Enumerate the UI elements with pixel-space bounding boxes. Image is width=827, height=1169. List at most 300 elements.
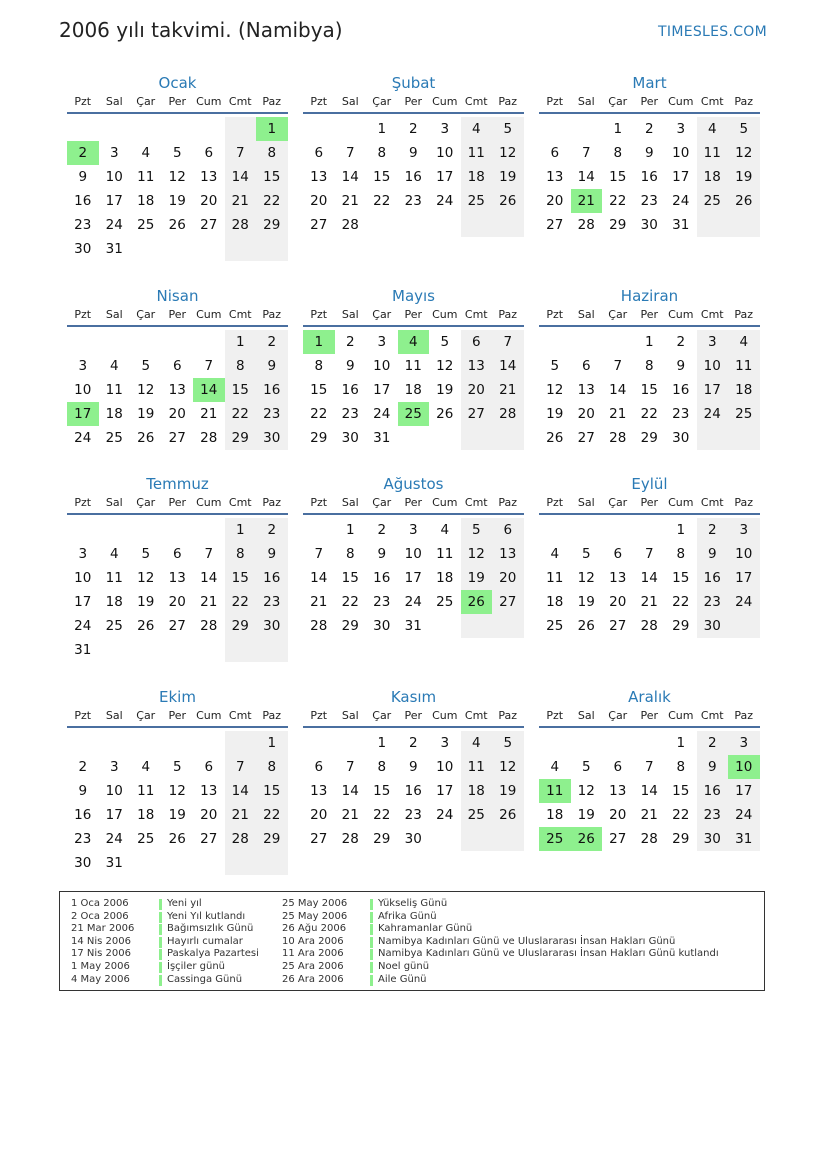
holiday-name: Kahramanlar Günü bbox=[378, 923, 473, 935]
day-cell: 28 bbox=[200, 618, 218, 634]
day-cell: 13 bbox=[609, 783, 627, 799]
day-cell: 3 bbox=[408, 522, 418, 538]
day-cell: 3 bbox=[728, 731, 760, 755]
weekday-label: Per bbox=[404, 709, 423, 722]
day-cell: 4 bbox=[728, 330, 760, 354]
day-cell: 30 bbox=[256, 426, 288, 450]
empty-cell bbox=[130, 117, 162, 141]
day-cell: 18 bbox=[697, 165, 729, 189]
month-name: Kasım bbox=[390, 688, 437, 706]
day-cell: 15 bbox=[373, 169, 391, 185]
day-cell: 12 bbox=[546, 382, 564, 398]
day-cell: 10 bbox=[105, 169, 123, 185]
day-cell: 30 bbox=[672, 430, 690, 446]
weekday-header bbox=[539, 495, 760, 515]
weekday-label: Per bbox=[640, 308, 659, 321]
weekday-label: Cmt bbox=[464, 308, 488, 321]
day-cell: 17 bbox=[436, 169, 454, 185]
empty-cell bbox=[571, 518, 603, 542]
day-cell: 2 bbox=[697, 731, 729, 755]
day-cell: 24 bbox=[436, 807, 454, 823]
day-cell: 11 bbox=[137, 783, 155, 799]
day-cell: 6 bbox=[492, 518, 524, 542]
day-cell: 11 bbox=[697, 141, 729, 165]
day-cell: 2 bbox=[67, 141, 99, 165]
holiday-marker bbox=[159, 962, 162, 973]
holiday-marker bbox=[370, 937, 373, 948]
day-cell: 15 bbox=[609, 169, 627, 185]
weekday-label: Çar bbox=[372, 95, 392, 108]
day-cell: 29 bbox=[310, 430, 328, 446]
day-cell: 30 bbox=[373, 618, 391, 634]
day-grid bbox=[303, 518, 524, 638]
day-cell: 3 bbox=[440, 735, 450, 751]
day-cell: 2 bbox=[256, 330, 288, 354]
day-cell: 27 bbox=[609, 831, 627, 847]
weekday-label: Pzt bbox=[546, 709, 564, 722]
day-cell: 24 bbox=[697, 402, 729, 426]
day-cell: 3 bbox=[78, 358, 88, 374]
month-name: Eylül bbox=[631, 475, 668, 493]
day-cell: 12 bbox=[461, 542, 493, 566]
day-cell: 4 bbox=[461, 117, 493, 141]
holiday-name: Yükseliş Günü bbox=[378, 898, 448, 909]
day-cell: 28 bbox=[310, 618, 328, 634]
day-cell: 21 bbox=[310, 594, 328, 610]
day-cell: 5 bbox=[492, 117, 524, 141]
day-cell: 27 bbox=[492, 590, 524, 614]
day-grid bbox=[67, 518, 288, 662]
weekday-label: Cum bbox=[668, 709, 694, 722]
empty-cell bbox=[67, 731, 99, 755]
weekday-label: Paz bbox=[734, 496, 754, 509]
day-cell: 9 bbox=[697, 755, 729, 779]
day-grid bbox=[539, 330, 760, 450]
day-cell: 26 bbox=[728, 189, 760, 213]
empty-cell bbox=[225, 731, 257, 755]
empty-cell bbox=[728, 213, 760, 237]
day-cell: 22 bbox=[256, 803, 288, 827]
day-cell: 9 bbox=[78, 783, 88, 799]
weekday-label: Cmt bbox=[700, 496, 724, 509]
weekday-label: Paz bbox=[262, 496, 282, 509]
day-cell: 9 bbox=[377, 546, 387, 562]
weekday-label: Paz bbox=[498, 308, 518, 321]
day-cell: 8 bbox=[676, 759, 686, 775]
weekday-label: Paz bbox=[498, 709, 518, 722]
weekday-label: Pzt bbox=[310, 308, 328, 321]
day-cell: 18 bbox=[105, 594, 123, 610]
weekday-header bbox=[67, 307, 288, 327]
day-cell: 19 bbox=[137, 406, 155, 422]
day-cell: 28 bbox=[200, 430, 218, 446]
day-cell: 10 bbox=[728, 755, 760, 779]
weekday-label: Paz bbox=[734, 709, 754, 722]
empty-cell bbox=[225, 851, 257, 875]
day-cell: 21 bbox=[341, 193, 359, 209]
day-cell: 27 bbox=[310, 217, 328, 233]
day-cell: 28 bbox=[640, 831, 658, 847]
day-cell: 6 bbox=[613, 546, 623, 562]
holiday-marker bbox=[370, 949, 373, 960]
weekday-label: Paz bbox=[734, 95, 754, 108]
day-cell: 14 bbox=[225, 779, 257, 803]
day-cell: 31 bbox=[728, 827, 760, 851]
empty-cell bbox=[130, 731, 162, 755]
empty-cell bbox=[492, 614, 524, 638]
day-cell: 28 bbox=[577, 217, 595, 233]
day-cell: 23 bbox=[74, 217, 92, 233]
day-cell: 4 bbox=[141, 759, 151, 775]
day-cell: 17 bbox=[728, 779, 760, 803]
day-cell: 22 bbox=[373, 193, 391, 209]
day-cell: 25 bbox=[137, 831, 155, 847]
weekday-label: Sal bbox=[341, 496, 359, 509]
empty-cell bbox=[697, 213, 729, 237]
holiday-marker bbox=[370, 962, 373, 973]
day-cell: 20 bbox=[310, 807, 328, 823]
day-cell: 24 bbox=[74, 430, 92, 446]
weekday-label: Pzt bbox=[310, 95, 328, 108]
day-cell: 3 bbox=[78, 546, 88, 562]
day-cell: 8 bbox=[225, 542, 257, 566]
holiday-date: 4 May 2006 bbox=[71, 973, 130, 985]
day-cell: 26 bbox=[168, 217, 186, 233]
day-cell: 26 bbox=[492, 803, 524, 827]
day-cell: 31 bbox=[74, 642, 92, 658]
day-cell: 10 bbox=[436, 145, 454, 161]
holiday-name: Yeni Yıl kutlandı bbox=[167, 910, 246, 922]
weekday-label: Cum bbox=[668, 95, 694, 108]
day-cell: 28 bbox=[640, 618, 658, 634]
empty-cell bbox=[193, 518, 225, 542]
day-cell: 25 bbox=[436, 594, 454, 610]
weekday-label: Per bbox=[404, 308, 423, 321]
weekday-label: Sal bbox=[341, 95, 359, 108]
day-cell: 21 bbox=[225, 803, 257, 827]
day-cell: 6 bbox=[613, 759, 623, 775]
weekday-label: Paz bbox=[262, 709, 282, 722]
weekday-label: Çar bbox=[372, 308, 392, 321]
day-cell: 28 bbox=[341, 831, 359, 847]
day-cell: 21 bbox=[200, 594, 218, 610]
day-cell: 23 bbox=[256, 590, 288, 614]
day-cell: 6 bbox=[172, 358, 182, 374]
holiday-date: 25 May 2006 bbox=[282, 910, 348, 922]
day-cell: 6 bbox=[204, 759, 214, 775]
day-cell: 17 bbox=[105, 193, 123, 209]
day-cell: 26 bbox=[168, 831, 186, 847]
weekday-label: Cum bbox=[196, 308, 222, 321]
month-block bbox=[303, 473, 524, 638]
day-cell: 2 bbox=[377, 522, 387, 538]
empty-cell bbox=[398, 426, 430, 450]
day-cell: 23 bbox=[256, 402, 288, 426]
day-grid bbox=[539, 117, 760, 237]
day-cell: 20 bbox=[609, 594, 627, 610]
empty-cell bbox=[461, 426, 493, 450]
day-cell: 26 bbox=[137, 618, 155, 634]
day-cell: 26 bbox=[137, 430, 155, 446]
day-cell: 18 bbox=[436, 570, 454, 586]
holiday-marker bbox=[159, 912, 162, 923]
empty-cell bbox=[99, 638, 131, 662]
day-cell: 13 bbox=[461, 354, 493, 378]
holiday-name: Hayırlı cumalar bbox=[167, 935, 243, 947]
day-cell: 7 bbox=[644, 759, 654, 775]
holiday-name: Afrika Günü bbox=[378, 910, 437, 922]
day-cell: 4 bbox=[697, 117, 729, 141]
day-cell: 7 bbox=[314, 546, 324, 562]
day-cell: 16 bbox=[404, 783, 422, 799]
day-cell: 10 bbox=[728, 542, 760, 566]
day-cell: 25 bbox=[461, 803, 493, 827]
day-cell: 13 bbox=[310, 783, 328, 799]
holiday-date: 26 Ara 2006 bbox=[282, 973, 344, 985]
day-cell: 4 bbox=[550, 546, 560, 562]
holiday-date: 25 Ara 2006 bbox=[282, 961, 344, 972]
holiday-date: 25 May 2006 bbox=[282, 898, 348, 909]
day-cell: 1 bbox=[613, 121, 623, 137]
day-cell: 31 bbox=[672, 217, 690, 233]
day-cell: 15 bbox=[373, 783, 391, 799]
weekday-label: Pzt bbox=[546, 308, 564, 321]
empty-cell bbox=[130, 330, 162, 354]
day-cell: 11 bbox=[539, 779, 571, 803]
day-cell: 5 bbox=[141, 358, 151, 374]
day-cell: 21 bbox=[571, 189, 603, 213]
day-cell: 16 bbox=[74, 193, 92, 209]
day-cell: 28 bbox=[492, 402, 524, 426]
empty-cell bbox=[67, 518, 99, 542]
day-cell: 10 bbox=[74, 382, 92, 398]
empty-cell bbox=[99, 518, 131, 542]
day-cell: 12 bbox=[577, 570, 595, 586]
day-grid bbox=[539, 731, 760, 851]
empty-cell bbox=[99, 330, 131, 354]
weekday-label: Per bbox=[640, 496, 659, 509]
day-cell: 25 bbox=[728, 402, 760, 426]
holiday-date: 10 Ara 2006 bbox=[282, 935, 344, 947]
day-cell: 8 bbox=[613, 145, 623, 161]
day-cell: 30 bbox=[256, 614, 288, 638]
empty-cell bbox=[366, 213, 398, 237]
day-cell: 9 bbox=[676, 358, 686, 374]
empty-cell bbox=[335, 731, 367, 755]
day-cell: 28 bbox=[225, 213, 257, 237]
day-cell: 16 bbox=[404, 169, 422, 185]
weekday-label: Cum bbox=[432, 95, 458, 108]
day-cell: 12 bbox=[728, 141, 760, 165]
empty-cell bbox=[130, 237, 162, 261]
day-cell: 10 bbox=[74, 570, 92, 586]
day-cell: 2 bbox=[697, 518, 729, 542]
weekday-label: Paz bbox=[262, 95, 282, 108]
day-cell: 11 bbox=[728, 354, 760, 378]
weekday-label: Cmt bbox=[464, 496, 488, 509]
day-cell: 3 bbox=[440, 121, 450, 137]
weekday-header bbox=[539, 708, 760, 728]
day-cell: 3 bbox=[377, 334, 387, 350]
day-cell: 21 bbox=[341, 807, 359, 823]
day-cell: 22 bbox=[256, 189, 288, 213]
weekday-label: Cum bbox=[432, 308, 458, 321]
weekday-label: Pzt bbox=[74, 496, 92, 509]
holiday-name: İşçiler günü bbox=[167, 961, 226, 972]
day-cell: 5 bbox=[172, 759, 182, 775]
day-cell: 5 bbox=[550, 358, 560, 374]
day-cell: 19 bbox=[492, 165, 524, 189]
day-cell: 4 bbox=[398, 330, 430, 354]
day-cell: 16 bbox=[341, 382, 359, 398]
weekday-header bbox=[303, 94, 524, 114]
day-cell: 12 bbox=[577, 783, 595, 799]
day-cell: 18 bbox=[546, 594, 564, 610]
day-cell: 13 bbox=[492, 542, 524, 566]
empty-cell bbox=[99, 731, 131, 755]
day-cell: 26 bbox=[492, 189, 524, 213]
day-cell: 24 bbox=[728, 803, 760, 827]
empty-cell bbox=[429, 426, 461, 450]
empty-cell bbox=[256, 237, 288, 261]
day-cell: 25 bbox=[539, 827, 571, 851]
weekday-label: Pzt bbox=[546, 95, 564, 108]
day-grid bbox=[303, 330, 524, 450]
empty-cell bbox=[130, 851, 162, 875]
day-cell: 29 bbox=[225, 426, 257, 450]
weekday-label: Per bbox=[168, 95, 187, 108]
holiday-name: Paskalya Pazartesi bbox=[167, 948, 259, 960]
day-cell: 5 bbox=[440, 334, 450, 350]
weekday-label: Cum bbox=[668, 308, 694, 321]
day-cell: 15 bbox=[672, 783, 690, 799]
day-cell: 14 bbox=[640, 783, 658, 799]
weekday-label: Çar bbox=[136, 496, 156, 509]
day-cell: 29 bbox=[373, 831, 391, 847]
day-cell: 27 bbox=[200, 217, 218, 233]
weekday-label: Çar bbox=[608, 95, 628, 108]
month-name: Ağustos bbox=[383, 475, 444, 493]
empty-cell bbox=[303, 518, 335, 542]
day-grid bbox=[303, 117, 524, 237]
empty-cell bbox=[697, 426, 729, 450]
day-cell: 24 bbox=[373, 406, 391, 422]
day-cell: 20 bbox=[461, 378, 493, 402]
day-cell: 26 bbox=[461, 590, 493, 614]
empty-cell bbox=[162, 237, 194, 261]
empty-cell bbox=[130, 638, 162, 662]
weekday-label: Pzt bbox=[546, 496, 564, 509]
day-cell: 18 bbox=[105, 406, 123, 422]
day-cell: 19 bbox=[168, 193, 186, 209]
day-cell: 24 bbox=[105, 217, 123, 233]
day-cell: 2 bbox=[408, 735, 418, 751]
empty-cell bbox=[429, 827, 461, 851]
empty-cell bbox=[256, 851, 288, 875]
empty-cell bbox=[429, 614, 461, 638]
day-cell: 15 bbox=[341, 570, 359, 586]
month-block bbox=[539, 285, 760, 450]
empty-cell bbox=[130, 518, 162, 542]
holiday-date: 26 Ağu 2006 bbox=[282, 923, 347, 935]
day-cell: 20 bbox=[577, 406, 595, 422]
day-cell: 25 bbox=[461, 189, 493, 213]
month-block bbox=[303, 72, 524, 237]
day-cell: 20 bbox=[492, 566, 524, 590]
day-cell: 24 bbox=[404, 594, 422, 610]
empty-cell bbox=[162, 117, 194, 141]
empty-cell bbox=[461, 213, 493, 237]
day-cell: 7 bbox=[613, 358, 623, 374]
weekday-header bbox=[67, 495, 288, 515]
day-cell: 9 bbox=[256, 542, 288, 566]
day-cell: 3 bbox=[109, 145, 119, 161]
day-cell: 1 bbox=[676, 735, 686, 751]
day-cell: 13 bbox=[310, 169, 328, 185]
empty-cell bbox=[539, 330, 571, 354]
weekday-label: Per bbox=[168, 709, 187, 722]
day-cell: 12 bbox=[492, 141, 524, 165]
day-cell: 29 bbox=[672, 831, 690, 847]
weekday-label: Sal bbox=[577, 496, 595, 509]
day-cell: 14 bbox=[640, 570, 658, 586]
day-cell: 14 bbox=[341, 783, 359, 799]
day-cell: 7 bbox=[345, 145, 355, 161]
day-cell: 6 bbox=[314, 759, 324, 775]
weekday-header bbox=[539, 307, 760, 327]
day-cell: 16 bbox=[697, 566, 729, 590]
day-cell: 17 bbox=[697, 378, 729, 402]
day-cell: 23 bbox=[373, 594, 391, 610]
day-cell: 2 bbox=[78, 759, 88, 775]
day-cell: 19 bbox=[728, 165, 760, 189]
month-name: Temmuz bbox=[146, 475, 209, 493]
day-cell: 28 bbox=[609, 430, 627, 446]
day-cell: 18 bbox=[461, 779, 493, 803]
day-cell: 22 bbox=[373, 807, 391, 823]
day-cell: 20 bbox=[168, 594, 186, 610]
day-cell: 14 bbox=[492, 354, 524, 378]
day-cell: 15 bbox=[225, 378, 257, 402]
brand-link[interactable]: TIMESLES.COM bbox=[658, 24, 767, 40]
day-cell: 27 bbox=[546, 217, 564, 233]
weekday-label: Cmt bbox=[700, 95, 724, 108]
day-cell: 20 bbox=[168, 406, 186, 422]
empty-cell bbox=[492, 426, 524, 450]
day-cell: 25 bbox=[398, 402, 430, 426]
day-cell: 29 bbox=[341, 618, 359, 634]
weekday-label: Cmt bbox=[228, 95, 252, 108]
empty-cell bbox=[303, 117, 335, 141]
day-cell: 27 bbox=[168, 618, 186, 634]
weekday-label: Çar bbox=[136, 95, 156, 108]
weekday-label: Paz bbox=[498, 496, 518, 509]
day-cell: 18 bbox=[404, 382, 422, 398]
day-cell: 23 bbox=[74, 831, 92, 847]
day-cell: 3 bbox=[728, 518, 760, 542]
weekday-label: Pzt bbox=[310, 496, 328, 509]
day-cell: 9 bbox=[408, 759, 418, 775]
day-cell: 5 bbox=[141, 546, 151, 562]
day-cell: 30 bbox=[404, 831, 422, 847]
empty-cell bbox=[303, 731, 335, 755]
day-cell: 23 bbox=[672, 406, 690, 422]
day-cell: 19 bbox=[168, 807, 186, 823]
holiday-date: 2 Oca 2006 bbox=[71, 910, 129, 922]
weekday-label: Çar bbox=[136, 709, 156, 722]
holiday-marker bbox=[370, 924, 373, 935]
month-block bbox=[303, 686, 524, 851]
